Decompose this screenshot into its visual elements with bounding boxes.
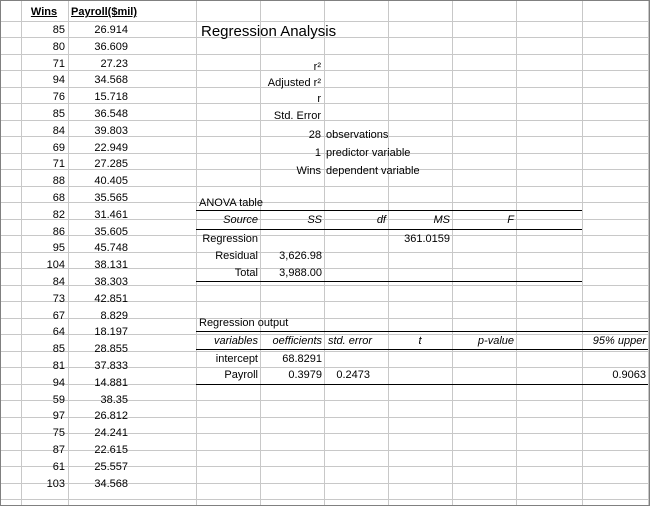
- payroll-cell[interactable]: 26.914: [94, 24, 128, 36]
- regression-title[interactable]: Regression Analysis: [201, 23, 337, 40]
- std-error-label[interactable]: Std. Error: [273, 110, 321, 122]
- anova-total-label[interactable]: Total: [234, 267, 258, 279]
- wins-cell[interactable]: 81: [52, 360, 65, 372]
- wins-cell[interactable]: 86: [52, 226, 65, 238]
- payroll-cell[interactable]: 14.881: [94, 377, 128, 389]
- anova-title[interactable]: ANOVA table: [199, 197, 263, 209]
- payroll-cell[interactable]: 39.803: [94, 125, 128, 137]
- payroll-cell[interactable]: 28.855: [94, 343, 128, 355]
- anova-df-header[interactable]: df: [376, 214, 386, 226]
- payroll-cell[interactable]: 35.605: [94, 226, 128, 238]
- intercept-label[interactable]: intercept: [215, 353, 258, 365]
- payroll-cell[interactable]: 38.35: [100, 394, 128, 406]
- wins-cell[interactable]: 76: [52, 91, 65, 103]
- anova-total-ss[interactable]: 3,988.00: [279, 267, 322, 279]
- output-variables-header[interactable]: variables: [213, 335, 258, 347]
- payroll-cell[interactable]: 36.609: [94, 41, 128, 53]
- payroll-cell[interactable]: 38.131: [94, 259, 128, 271]
- wins-cell[interactable]: 95: [52, 242, 65, 254]
- output-coefficients-header[interactable]: oefficients: [272, 335, 322, 347]
- payroll-cell[interactable]: 37.833: [94, 360, 128, 372]
- wins-cell[interactable]: 94: [52, 377, 65, 389]
- wins-cell[interactable]: 71: [52, 58, 65, 70]
- payroll-cell[interactable]: 26.812: [94, 410, 128, 422]
- payroll-cell[interactable]: 36.548: [94, 108, 128, 120]
- output-p-value-header[interactable]: p-value: [477, 335, 514, 347]
- wins-cell[interactable]: 103: [46, 478, 65, 490]
- payroll-cell[interactable]: 27.285: [94, 158, 128, 170]
- output-95-upper-header[interactable]: 95% upper: [592, 335, 646, 347]
- payroll-cell[interactable]: 45.748: [94, 242, 128, 254]
- dependent-value[interactable]: Wins: [296, 165, 321, 177]
- payroll-cell[interactable]: 31.461: [94, 209, 128, 221]
- wins-header[interactable]: Wins: [30, 6, 58, 18]
- anova-ss-header[interactable]: SS: [307, 214, 322, 226]
- wins-cell[interactable]: 71: [52, 158, 65, 170]
- wins-cell[interactable]: 97: [52, 410, 65, 422]
- payroll-label[interactable]: Payroll: [224, 369, 258, 381]
- payroll-cell[interactable]: 24.241: [94, 427, 128, 439]
- wins-cell[interactable]: 85: [52, 108, 65, 120]
- predictors-value[interactable]: 1: [314, 147, 321, 159]
- wins-cell[interactable]: 87: [52, 444, 65, 456]
- payroll-coefficient[interactable]: 0.3979: [288, 369, 322, 381]
- payroll-cell[interactable]: 15.718: [94, 91, 128, 103]
- anova-regression-ms[interactable]: 361.0159: [404, 233, 450, 245]
- payroll-cell[interactable]: 22.949: [94, 142, 128, 154]
- adjusted-r2-label[interactable]: Adjusted r²: [267, 77, 321, 89]
- wins-cell[interactable]: 75: [52, 427, 65, 439]
- wins-cell[interactable]: 67: [52, 310, 65, 322]
- output-t-header[interactable]: t: [418, 335, 422, 347]
- anova-source-header[interactable]: Source: [223, 214, 258, 226]
- payroll-header[interactable]: Payroll($mil): [71, 6, 138, 18]
- r2-label[interactable]: r²: [313, 61, 321, 73]
- wins-cell[interactable]: 73: [52, 293, 65, 305]
- wins-cell[interactable]: 69: [52, 142, 65, 154]
- payroll-cell[interactable]: 42.851: [94, 293, 128, 305]
- payroll-cell[interactable]: 8.829: [100, 310, 128, 322]
- wins-cell[interactable]: 94: [52, 74, 65, 86]
- anova-regression-label[interactable]: Regression: [202, 233, 258, 245]
- predictors-label[interactable]: predictor variable: [326, 147, 411, 159]
- payroll-cell[interactable]: 22.615: [94, 444, 128, 456]
- anova-residual-ss[interactable]: 3,626.98: [279, 250, 322, 262]
- wins-cell[interactable]: 68: [52, 192, 65, 204]
- payroll-cell[interactable]: 34.568: [94, 478, 128, 490]
- payroll-cell[interactable]: 35.565: [94, 192, 128, 204]
- payroll-cell[interactable]: 40.405: [94, 175, 128, 187]
- wins-cell[interactable]: 84: [52, 125, 65, 137]
- payroll-cell[interactable]: 18.197: [94, 326, 128, 338]
- payroll-cell[interactable]: 38.303: [94, 276, 128, 288]
- anova-residual-label[interactable]: Residual: [215, 250, 258, 262]
- wins-cell[interactable]: 80: [52, 41, 65, 53]
- wins-cell[interactable]: 104: [46, 259, 65, 271]
- wins-cell[interactable]: 64: [52, 326, 65, 338]
- dependent-label[interactable]: dependent variable: [326, 165, 420, 177]
- anova-f-header[interactable]: F: [507, 214, 514, 226]
- payroll-95-upper[interactable]: 0.9063: [612, 369, 646, 381]
- observations-value[interactable]: 28: [308, 129, 321, 141]
- output-title[interactable]: Regression output: [199, 317, 289, 329]
- payroll-cell[interactable]: 25.557: [94, 461, 128, 473]
- output-std-error-header[interactable]: std. error: [328, 335, 373, 347]
- observations-label[interactable]: observations: [326, 129, 389, 141]
- wins-cell[interactable]: 84: [52, 276, 65, 288]
- payroll-cell[interactable]: 27.23: [100, 58, 128, 70]
- intercept-coefficient[interactable]: 68.8291: [282, 353, 322, 365]
- payroll-cell[interactable]: 34.568: [94, 74, 128, 86]
- wins-cell[interactable]: 82: [52, 209, 65, 221]
- payroll-std-error[interactable]: 0.2473: [336, 369, 370, 381]
- wins-cell[interactable]: 85: [52, 343, 65, 355]
- wins-cell[interactable]: 61: [52, 461, 65, 473]
- r-label[interactable]: r: [317, 93, 321, 105]
- anova-ms-header[interactable]: MS: [433, 214, 450, 226]
- wins-cell[interactable]: 88: [52, 175, 65, 187]
- wins-cell[interactable]: 59: [52, 394, 65, 406]
- wins-cell[interactable]: 85: [52, 24, 65, 36]
